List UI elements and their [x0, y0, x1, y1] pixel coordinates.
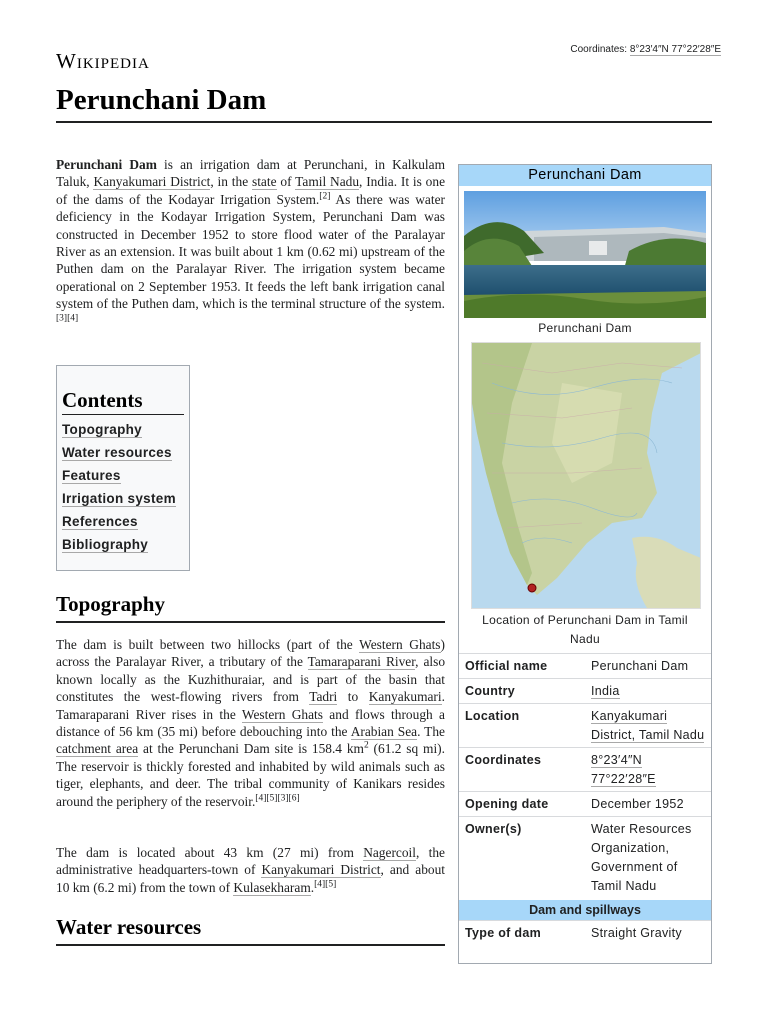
- link-western-ghats[interactable]: Western Ghats: [359, 637, 441, 652]
- row-key: Official name: [465, 659, 548, 673]
- text: , also known locally as the Kuzhithuraiar, and is part of the basin that constitutes the west-flowing rivers from: [56, 654, 446, 705]
- infobox-row-location: [459, 703, 711, 747]
- topography-paragraph-2: [56, 844, 445, 896]
- text: As there was water deficiency in the Kodayar Irrigation System, Perunchani Dam was constructed in December 1952 to store flood water of the Paralayar River as an extension. It was built about 1 km (0.62 mi) upstream of the Puthen dam on the Paralayar River. The irrigation system became operational on 2 September 1953. It feeds the left bank irrigation canal system of the Puthen dam, which is the terminal structure of the system.: [56, 191, 445, 312]
- link-arabian-sea[interactable]: Arabian Sea: [350, 724, 418, 740]
- infobox-subheader: Dam and spillways: [459, 900, 711, 920]
- toc-link[interactable]: Topography: [62, 422, 142, 437]
- citation-ref[interactable]: [4][5][3][6]: [255, 793, 300, 804]
- wikipedia-wordmark[interactable]: Wikipedia: [56, 49, 150, 73]
- coordinates-display: [570, 44, 721, 55]
- link-kanyakumari-district[interactable]: Kanyakumari District: [93, 174, 211, 190]
- text: The dam is built between two hillocks (part of the: [56, 637, 360, 652]
- toc-link[interactable]: Features: [62, 468, 121, 483]
- row-value: Straight Gravity: [591, 926, 682, 940]
- link-catchment-area[interactable]: catchment area: [56, 741, 139, 757]
- dam-photo[interactable]: [464, 191, 706, 318]
- row-value: December 1952: [591, 797, 684, 811]
- text: at the Perunchani Dam site is 158.4 km: [138, 741, 364, 757]
- link-kanyakumari[interactable]: Kanyakumari: [368, 689, 442, 705]
- text: , India. It is one of the dams of the Kodayar Irrigation System.: [56, 174, 446, 207]
- link-kanyakumari-district[interactable]: Kanyakumari District: [261, 862, 381, 878]
- row-key: Type of dam: [465, 926, 541, 940]
- row-value-wrap: [591, 707, 706, 745]
- link-kulasekharam[interactable]: Kulasekharam: [233, 879, 311, 895]
- row-value-wrap: [591, 682, 706, 701]
- toc-link[interactable]: References: [62, 514, 138, 529]
- text: of: [276, 174, 296, 190]
- section-heading-topography: Topography: [56, 592, 445, 623]
- coordinates-label: Coordinates:: [570, 44, 628, 55]
- page-title: Perunchani Dam: [56, 84, 712, 123]
- superscript: 2: [363, 740, 369, 751]
- text: The dam is located about 43 km (27 mi) from: [56, 845, 364, 860]
- citation-ref[interactable]: [2]: [319, 191, 331, 202]
- text: . Tamaraparani River rises in the: [56, 689, 445, 722]
- toc-item-features[interactable]: [62, 468, 184, 484]
- link-tamaraparani-river[interactable]: Tamaraparani River: [307, 654, 416, 670]
- link-nagercoil[interactable]: Nagercoil: [363, 845, 416, 860]
- toc-item-topography[interactable]: [62, 422, 184, 438]
- text: , and about 10 km (6.2 mi) from the town of: [56, 862, 445, 895]
- photo-caption: Perunchani Dam: [538, 321, 632, 335]
- link-coordinates[interactable]: 8°23′4″N 77°22′28″E: [591, 753, 656, 786]
- text: .: [310, 879, 315, 895]
- row-key: Coordinates: [465, 753, 542, 767]
- toc-title: Contents: [62, 388, 184, 415]
- infobox-row-opening-date: [459, 791, 711, 816]
- text: is an irrigation dam at Perunchani, in Kalkulam Taluk,: [56, 157, 445, 190]
- row-value: Perunchani Dam: [591, 659, 689, 673]
- row-key: Location: [465, 709, 520, 723]
- toc-link[interactable]: Water resources: [62, 445, 172, 460]
- text: and flows through a distance of 56 km (35 mi) before debouching into the: [56, 706, 445, 740]
- link-tadri[interactable]: Tadri: [309, 689, 338, 705]
- coordinates-link[interactable]: 8°23′4″N 77°22′28″E: [629, 44, 721, 55]
- topography-paragraph-1: [56, 636, 445, 810]
- infobox-row-official-name: [459, 653, 711, 678]
- link-tamil-nadu[interactable]: Tamil Nadu: [295, 174, 360, 190]
- link-location[interactable]: Kanyakumari District, Tamil Nadu: [591, 709, 705, 742]
- text: ) across the Paralayar River, a tributary of the: [56, 637, 445, 670]
- infobox-row-type-of-dam: [459, 920, 711, 945]
- row-key: Country: [465, 684, 516, 698]
- lead-bold-term: Perunchani Dam: [56, 157, 157, 172]
- link-state[interactable]: state: [252, 174, 277, 190]
- text: , the administrative headquarters-town of: [56, 845, 445, 878]
- link-western-ghats[interactable]: Western Ghats: [241, 706, 323, 722]
- infobox-title: Perunchani Dam: [459, 165, 711, 186]
- text: , in the: [210, 174, 252, 190]
- text: . The: [417, 724, 445, 740]
- text: (61.2 sq mi). The reservoir is thickly forested and inhabited by wild animals such as tiger, elephants, and deer. The tribal community of Kanikars resides around the periphery of the reservoir.: [56, 741, 445, 809]
- toc-link[interactable]: Bibliography: [62, 537, 149, 552]
- infobox-row-owner: [459, 816, 711, 898]
- citation-ref[interactable]: [4][5]: [314, 879, 337, 890]
- map-caption: Location of Perunchani Dam in Tamil Nadu: [482, 613, 688, 646]
- toc-item-water-resources[interactable]: [62, 445, 184, 461]
- toc-item-irrigation-system[interactable]: [62, 491, 184, 507]
- infobox: [458, 164, 712, 964]
- toc-item-bibliography[interactable]: [62, 537, 184, 553]
- row-key: Opening date: [465, 797, 549, 811]
- citation-ref[interactable]: [3][4]: [56, 313, 79, 324]
- infobox-row-country: [459, 678, 711, 703]
- infobox-row-coordinates: [459, 747, 711, 791]
- row-value-wrap: [591, 751, 706, 789]
- row-value: Water Resources Organization, Government of Tamil Nadu: [591, 822, 692, 893]
- location-map-image: [472, 343, 701, 608]
- table-of-contents: [56, 365, 190, 571]
- dam-photo-image: [464, 191, 706, 318]
- toc-link[interactable]: Irrigation system: [62, 491, 176, 506]
- location-map[interactable]: [471, 342, 701, 609]
- link-india[interactable]: India: [591, 684, 620, 698]
- toc-item-references[interactable]: [62, 514, 184, 530]
- text: to: [337, 689, 369, 705]
- section-heading-water-resources: Water resources: [56, 915, 445, 946]
- row-key: Owner(s): [465, 822, 522, 836]
- lead-paragraph: [56, 156, 445, 330]
